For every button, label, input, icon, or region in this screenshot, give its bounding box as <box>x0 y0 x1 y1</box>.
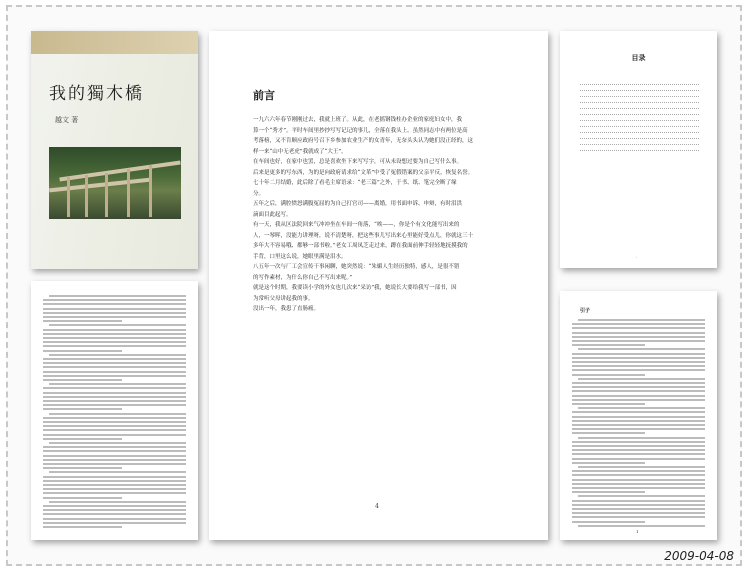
body-text-line <box>572 487 705 489</box>
body-text-line <box>578 319 705 321</box>
body-text-line <box>572 512 705 514</box>
body-text-line <box>572 470 705 472</box>
body-text-line <box>572 369 705 371</box>
body-text-line <box>43 463 186 465</box>
body-text-line <box>43 505 186 507</box>
section-heading-yinzi: 引子 <box>580 308 591 314</box>
toc-page[interactable] <box>560 31 717 268</box>
body-text-line <box>578 495 705 497</box>
preface-line: 滴面目此起写。 <box>253 211 292 218</box>
body-text-line <box>578 437 705 439</box>
body-text-line <box>43 408 122 410</box>
body-text-line <box>43 476 186 478</box>
body-text-line <box>43 396 186 398</box>
body-text-line <box>43 526 122 528</box>
body-text-line <box>572 344 645 346</box>
body-text-line <box>43 518 186 520</box>
body-text-line <box>49 295 186 297</box>
body-text-line <box>49 383 186 385</box>
preface-line: 在车间也好，在家中也罢，总是喜欢坐下来写写字，可从未设想过要为自己写什么事。 <box>253 159 463 165</box>
cover-title: 我的獨木橋 <box>49 84 144 104</box>
body-text-line <box>43 400 186 402</box>
preface-line: 考落榜，又不肯顺应政府号召下乡参加农业生产的女青年，无奈头头认为她们没正经的，这 <box>253 138 474 144</box>
body-text-line <box>572 479 705 481</box>
body-text-line <box>572 516 705 518</box>
body-text-line <box>572 521 645 523</box>
body-text-line <box>43 320 122 322</box>
toc-page-number: · <box>636 255 638 260</box>
body-text-line <box>572 403 645 405</box>
preface-line: 五年之后，满腔愤怒满腹冤屈的为自己打官司——离婚，用书面申诉、申辩，有时泪洪 <box>253 201 463 207</box>
body-text-line <box>43 497 122 499</box>
body-text-line <box>43 480 186 482</box>
body-text-line <box>43 417 186 419</box>
body-text-line <box>572 395 705 397</box>
preface-line: 为常听父母讲起我的事。 <box>253 295 314 302</box>
body-text-line <box>43 404 186 406</box>
body-text-line <box>49 354 186 356</box>
preface-line: 的写作素材，为什么你自己不写出来呢。” <box>253 274 353 281</box>
body-text-line <box>578 378 705 380</box>
body-text-line <box>43 492 186 494</box>
body-text-line <box>572 491 645 493</box>
body-text-line <box>43 366 186 368</box>
body-text-line <box>578 466 705 468</box>
body-text-line <box>572 432 645 434</box>
body-text-line <box>578 348 705 350</box>
body-text-line <box>572 458 705 460</box>
body-text-line <box>572 428 705 430</box>
body-text-line <box>43 379 122 381</box>
body-text-line <box>43 421 186 423</box>
text-page-right[interactable] <box>560 291 717 540</box>
body-text-line <box>43 513 186 515</box>
body-text-line <box>43 392 186 394</box>
body-text-line <box>578 525 705 527</box>
body-text-line <box>43 358 186 360</box>
cover-photo-bridge <box>49 147 181 219</box>
body-text-line <box>572 386 705 388</box>
body-text-line <box>43 425 186 427</box>
toc-title: 目录 <box>631 53 646 62</box>
body-text-line <box>43 467 122 469</box>
body-text-line <box>49 501 186 503</box>
body-text-line <box>572 353 705 355</box>
body-text-line <box>572 483 705 485</box>
body-text-line <box>49 471 186 473</box>
date-stamp: 2009-04-08 <box>664 549 734 563</box>
cover-author: 越文 著 <box>55 116 79 124</box>
body-text-line <box>43 345 186 347</box>
body-text-line <box>578 407 705 409</box>
body-text-line <box>572 474 705 476</box>
right-page-number: 1 <box>636 529 639 534</box>
body-text-line <box>43 375 186 377</box>
body-text-line <box>49 442 186 444</box>
body-text-line <box>43 387 186 389</box>
body-text-line <box>49 413 186 415</box>
body-text-line <box>43 312 186 314</box>
body-text-line <box>572 340 705 342</box>
preface-line: 后来是更多的写东西，为的是向政府请求给“文革”中受了冤假错案的父亲平反，恢复名誉。 <box>253 169 474 176</box>
text-page-left[interactable] <box>31 281 198 540</box>
preface-heading: 前言 <box>253 89 275 102</box>
body-text-line <box>43 341 186 343</box>
body-text-line <box>43 509 186 511</box>
body-text-line <box>572 361 705 363</box>
body-text-line <box>43 450 186 452</box>
body-text-line <box>572 420 705 422</box>
preface-line: 八五年一次与厂工会宣传干事闲聊，她突然说：“朱媚人生经历独特，感人，是很不错 <box>253 264 460 270</box>
body-text-line <box>43 488 186 490</box>
preface-line: 分。 <box>253 190 265 197</box>
body-text-line <box>572 390 705 392</box>
body-text-line <box>572 424 705 426</box>
body-text-line <box>572 327 705 329</box>
preface-line: 没出一年，我患了直肠癌。 <box>253 306 320 312</box>
body-text-line <box>572 453 705 455</box>
body-text-line <box>43 459 186 461</box>
body-text-line <box>572 332 705 334</box>
preface-page[interactable] <box>209 31 548 540</box>
body-text-line <box>43 333 186 335</box>
body-text-line <box>572 399 705 401</box>
body-text-line <box>43 362 186 364</box>
body-text-line <box>572 508 705 510</box>
body-text-line <box>43 484 186 486</box>
preface-line: 人，一琴晖，没能力讲理呀，说不清楚呀，把这些事儿写出来心里能好受点儿，你就这三十 <box>253 232 474 239</box>
body-text-line <box>572 323 705 325</box>
body-text-line <box>43 438 122 440</box>
body-text-line <box>572 462 645 464</box>
preface-line: 一九六六年春节刚刚过去，我就上班了。从此，在老摇钢钱柱办企业的家庭妇女中，我 <box>253 117 463 123</box>
body-text-line <box>43 299 186 301</box>
preface-line: 算一个“秀才”。平时车间里抄抄写写记记的事儿，全落在我头上。虽然同志中有两位是高 <box>253 127 468 134</box>
body-text-line <box>43 316 186 318</box>
body-text-line <box>43 446 186 448</box>
body-text-line <box>572 445 705 447</box>
body-text-line <box>572 411 705 413</box>
body-text-line <box>43 429 186 431</box>
cover-page[interactable] <box>31 31 198 269</box>
body-text-line <box>43 350 122 352</box>
cover-top-bar <box>31 31 198 54</box>
preface-line: 就是这个时期，我要读小学的外女也几次来“采访”我，她说长大要给我写一部书，因 <box>253 285 457 291</box>
body-text-line <box>572 441 705 443</box>
preface-line: 多年大不容易哦、都够一部书啦。”老女工周凤芝走过来，蹲在我面前伸手轻轻地抚摸我的 <box>253 243 468 249</box>
body-text-line <box>572 374 645 376</box>
body-text-line <box>43 522 186 524</box>
preface-line: 手背，口里这么说，她眼里满是泪水。 <box>253 253 347 260</box>
body-text-line <box>572 416 705 418</box>
body-text-line <box>43 308 186 310</box>
body-text-line <box>572 504 705 506</box>
toc-entry <box>580 145 699 151</box>
preface-line: 七十年二月结婚，此后除了看毛主席语录：“老三篇”之外，于书、纸、笔完全断了缘 <box>253 180 457 186</box>
body-text-line <box>572 500 705 502</box>
body-text-line <box>43 337 186 339</box>
body-text-line <box>572 357 705 359</box>
body-text-line <box>572 336 705 338</box>
body-text-line <box>572 449 705 451</box>
body-text-line <box>43 371 186 373</box>
body-text-line <box>572 365 705 367</box>
preface-line: 样一来“山中无老虎”我就成了“大王”。 <box>253 148 347 155</box>
body-text-line <box>49 324 186 326</box>
body-text-line <box>43 303 186 305</box>
body-text-line <box>572 382 705 384</box>
body-text-line <box>43 329 186 331</box>
body-text-line <box>43 455 186 457</box>
preface-line: 有一天，我从区法院回来气冲冲坐在车间一角落，“唉——，你是个有文化能写出来的 <box>253 222 460 228</box>
body-text-line <box>43 434 186 436</box>
preface-page-number: 4 <box>375 503 379 510</box>
